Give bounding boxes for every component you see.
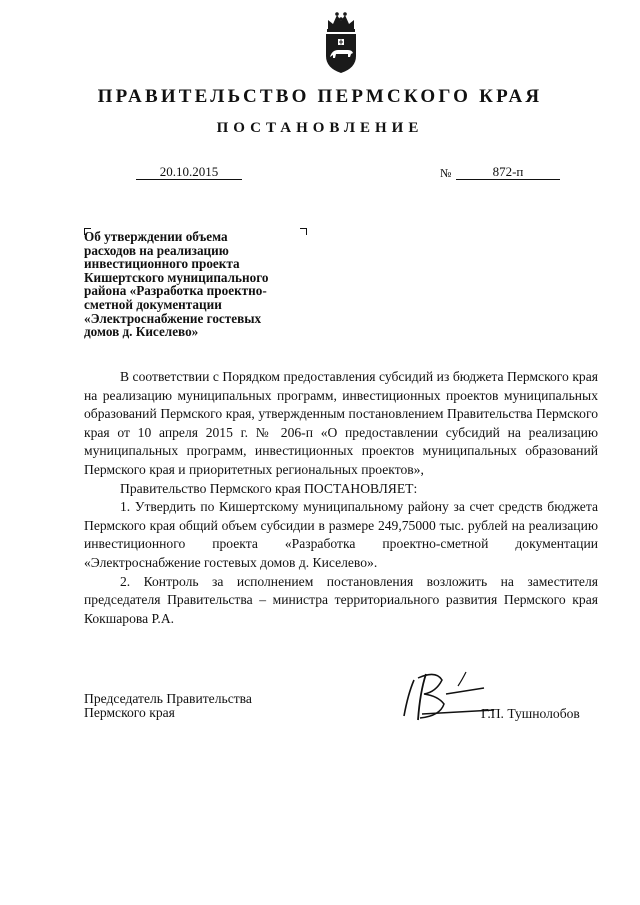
handwritten-signature <box>384 666 496 726</box>
coat-of-arms-icon <box>322 10 360 74</box>
document-body <box>84 368 598 628</box>
subject-line: домов д. Киселево» <box>84 324 199 340</box>
position-line: Пермского края <box>84 705 175 721</box>
signer-name: Г.П. Тушнолобов <box>481 706 580 721</box>
subject-line: «Электроснабжение гостевых <box>84 310 262 326</box>
document-date: 20.10.2015 <box>136 164 242 180</box>
document-subject <box>84 230 314 339</box>
subject-line: Кишертского муниципального <box>84 269 269 285</box>
subject-line: расходов на реализацию <box>84 242 229 258</box>
body-paragraph-preamble: В соответствии с Порядком предоставления субсидий из бюджета Пермского края на реализацию муниципальных программ, инвестиционных проектов муниципальных образований Пермского края, утвержденным постановлением Правительства Пермского края от 10 апреля 2015 г. № 206-п «О предоставлении субсидий на реализацию муниципальных программ, инвестиционных проектов муниципальных образований Пермского края и приоритетных региональных проектов», <box>84 369 598 477</box>
position-line: Председатель Правительства <box>84 691 252 706</box>
subject-line: Об утверждении объема <box>84 229 228 244</box>
government-title: ПРАВИТЕЛЬСТВО ПЕРМСКОГО КРАЯ <box>97 86 543 107</box>
subject-line: района «Разработка проектно- <box>84 283 267 299</box>
subject-line: инвестиционного проекта <box>84 256 240 272</box>
subject-line: сметной документации <box>84 296 222 312</box>
body-paragraph-item-1: 1. Утвердить по Кишертскому муниципальному району за счет средств бюджета Пермского края общий объем субсидии в размере 249,75000 тыс. рублей на реализацию инвестиционного проекта «Разработка проектно-сметной документации «Электроснабжение гостевых домов д. Киселево». <box>84 499 598 570</box>
body-paragraph-resolves: Правительство Пермского края ПОСТАНОВЛЯЕТ: <box>120 480 418 496</box>
body-paragraph-item-2: 2. Контроль за исполнением постановления возложить на заместителя председателя Правительства – министра территориального развития Пермского края Кокшарова Р.А. <box>84 573 598 626</box>
document-number: 872-п <box>456 164 560 180</box>
document-type: ПОСТАНОВЛЕНИЕ <box>216 120 424 136</box>
signatory-position <box>84 692 252 721</box>
number-sign: № <box>440 166 452 180</box>
